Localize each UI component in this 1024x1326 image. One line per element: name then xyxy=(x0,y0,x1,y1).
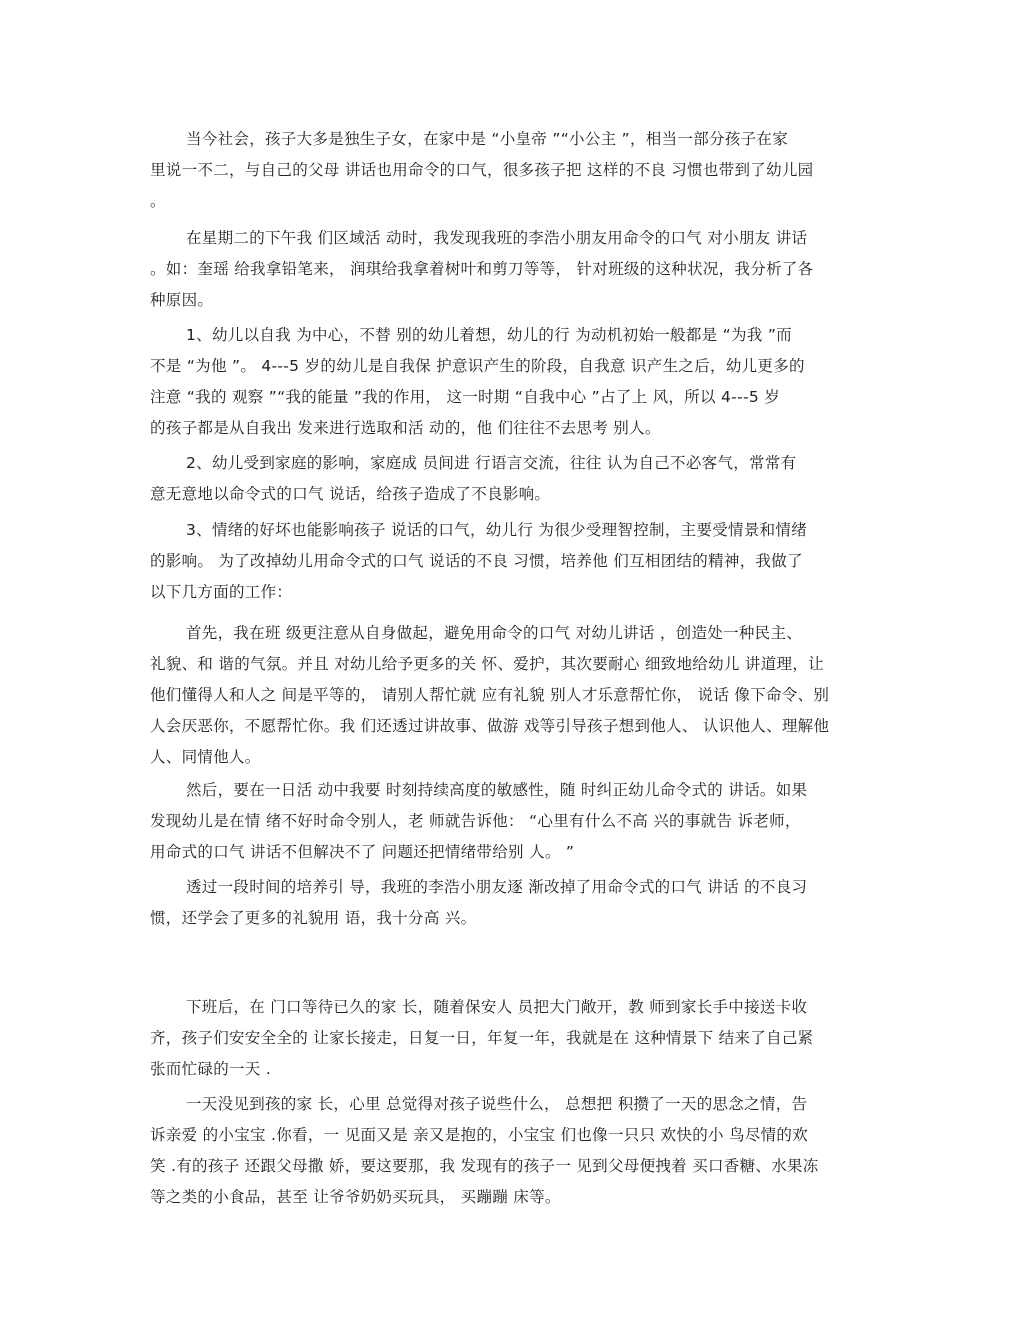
text-line: 以下几方面的工作： xyxy=(150,583,293,601)
text-line: 意无意地以命令式的口气 说话，给孩子造成了不良影响。 xyxy=(150,485,551,503)
text-line: 3、情绪的好坏也能影响孩子 说话的口气，幼儿行 为很少受理智控制，主要受情景和情绪 xyxy=(186,521,808,539)
text-line: 透过一段时间的培养引 导，我班的李浩小朋友逐 渐改掉了用命令式的口气 讲话 的不良习 xyxy=(186,878,808,896)
text-line: 惯，还学会了更多的礼貌用 语，我十分高 兴。 xyxy=(150,909,477,927)
text-line: 里说一不二，与自己的父母 讲话也用命令的口气，很多孩子把 这样的不良 习惯也带到了幼儿园 xyxy=(150,161,814,179)
text-line: 张而忙碌的一天 . xyxy=(150,1060,272,1078)
text-line: 下班后，在 门口等待已久的家 长，随着保安人 员把大门敞开，教 师到家长手中接送卡收 xyxy=(186,998,808,1016)
text-line: 他们懂得人和人之 间是平等的， 请别人帮忙就 应有礼貌 别人才乐意帮忙你， 说话 像下命令、别 xyxy=(150,686,830,704)
paragraph-after-work xyxy=(150,992,875,1085)
text-line: 不是 “为他 ”。 4---5 岁的幼儿是自我保 护意识产生的阶段，自我意 识产生之后，幼儿更多的 xyxy=(150,357,805,375)
text-line: 的影响。 为了改掉幼儿用命令式的口气 说话的不良 习惯，培养他 们互相团结的精神，我做了 xyxy=(150,552,803,570)
text-line: 注意 “我的 观察 ”“我的能量 ”我的作用， 这一时期 “自我中心 ”占了上 风，所以 4---5 岁 xyxy=(150,388,781,406)
paragraph-intro xyxy=(150,124,875,217)
text-line: 用命式的口气 讲话不但解决不了 问题还把情绪带给别 人。 ” xyxy=(150,843,575,861)
paragraph-result xyxy=(150,872,875,934)
paragraph-first-measure xyxy=(150,618,875,773)
text-line: 发现幼儿是在情 绪不好时命令别人，老 师就告诉他： “心里有什么不高 兴的事就告 诉老师， xyxy=(150,812,801,830)
paragraph-reason-2 xyxy=(150,448,875,510)
paragraph-reason-3 xyxy=(150,515,875,608)
text-line: 人会厌恶你，不愿帮忙你。我 们还透过讲故事、做游 戏等引导孩子想到他人、 认识他人、理解他 xyxy=(150,717,830,735)
paragraph-observation xyxy=(150,223,875,316)
text-line: 然后，要在一日活 动中我要 时刻持续高度的敏感性，随 时纠正幼儿命令式的 讲话。如果 xyxy=(186,781,808,799)
text-line: 。 xyxy=(150,192,166,210)
text-line: 的孩子都是从自我出 发来进行选取和活 动的，他 们往往不去思考 别人。 xyxy=(150,419,661,437)
paragraph-reason-1 xyxy=(150,320,875,444)
text-line: 当今社会，孩子大多是独生子女，在家中是 “小皇帝 ”“小公主 ”，相当一部分孩子在家 xyxy=(186,130,789,148)
text-line: 种原因。 xyxy=(150,291,214,309)
text-line: 礼貌、和 谐的气氛。并且 对幼儿给予更多的关 怀、爱护，其次要耐心 细致地给幼儿 讲道理，让 xyxy=(150,655,824,673)
text-line: 。如：奎瑶 给我拿铅笔来， 润琪给我拿着树叶和剪刀等等， 针对班级的这种状况，我分析了各 xyxy=(150,260,814,278)
text-line: 诉亲爱 的小宝宝 .你看，一 见面又是 亲又是抱的，小宝宝 们也像一只只 欢快的小 鸟尽情的欢 xyxy=(150,1126,809,1144)
text-line: 2、幼儿受到家庭的影响，家庭成 员间进 行语言交流，往往 认为自己不必客气，常常有 xyxy=(186,454,797,472)
text-line: 一天没见到孩的家 长，心里 总觉得对孩子说些什么， 总想把 积攒了一天的思念之情，告 xyxy=(186,1095,808,1113)
paragraph-parents-meet xyxy=(150,1089,875,1213)
paragraph-then-measure xyxy=(150,775,875,868)
text-line: 首先，我在班 级更注意从自身做起，避免用命令的口气 对幼儿讲话 ，创造处一种民主、 xyxy=(186,624,803,642)
text-line: 等之类的小食品，甚至 让爷爷奶奶买玩具， 买蹦蹦 床等。 xyxy=(150,1188,561,1206)
text-line: 笑 .有的孩子 还跟父母撒 娇，要这要那，我 发现有的孩子一 见到父母便拽着 买口香糖、水果冻 xyxy=(150,1157,819,1175)
text-line: 在星期二的下午我 们区域活 动时，我发现我班的李浩小朋友用命令的口气 对小朋友 讲话 xyxy=(186,229,808,247)
text-line: 齐，孩子们安安全全的 让家长接走，日复一日，年复一年，我就是在 这种情景下 结来了自己紧 xyxy=(150,1029,814,1047)
text-line: 人、同情他人。 xyxy=(150,748,261,766)
text-line: 1、幼儿以自我 为中心，不替 别的幼儿着想，幼儿的行 为动机初始一般都是 “为我 ”而 xyxy=(186,326,792,344)
